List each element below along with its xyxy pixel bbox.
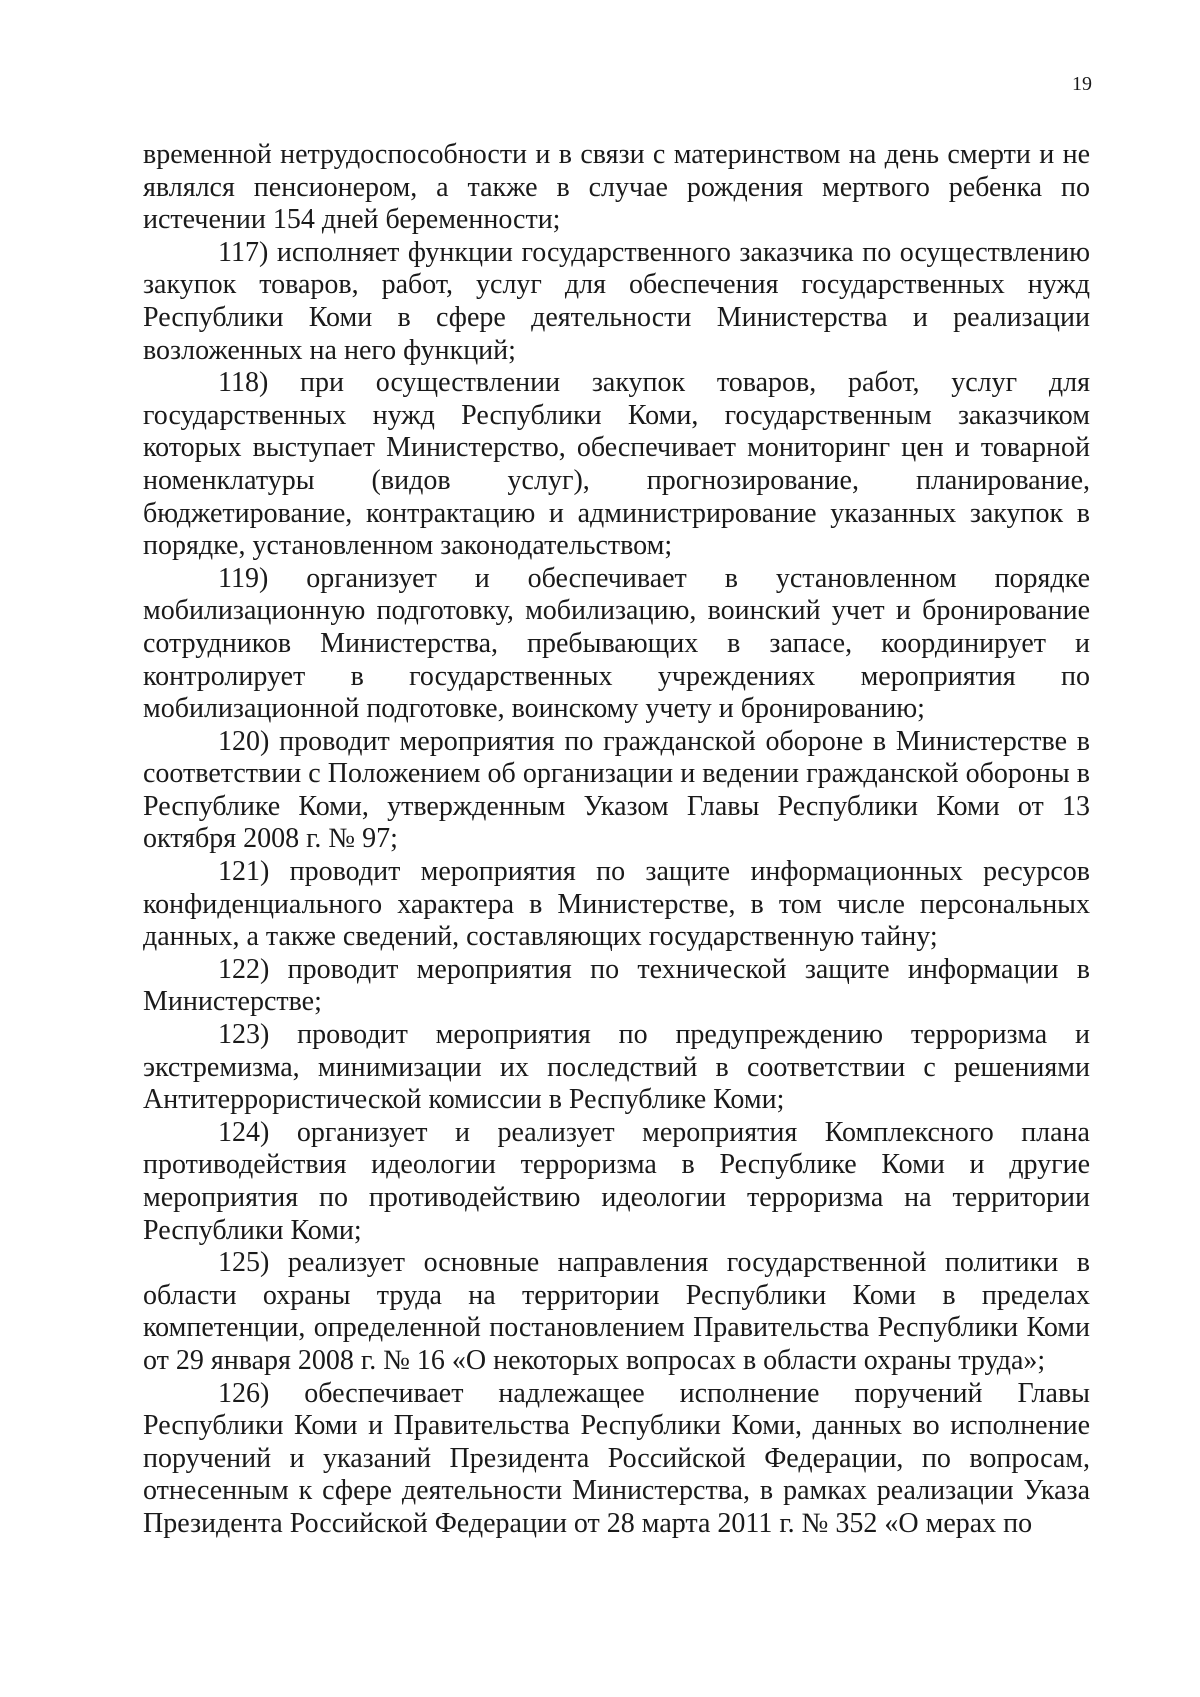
document-body bbox=[143, 139, 1090, 1541]
page-number: 19 bbox=[1072, 73, 1092, 95]
paragraph-117: 117) исполняет функции государственного заказчика по осуществлению закупок товаров, работ, услуг для обеспечения государственных нужд Республики Коми в сфере деятельности Министерства и реализации возложенных на него функций; bbox=[143, 236, 1090, 366]
paragraph-120: 120) проводит мероприятия по гражданской обороне в Министерстве в соответствии с Положением об организации и ведении гражданской обороны в Республике Коми, утвержденным Указом Главы Республики Коми от 13 октября 2008 г. № 97; bbox=[143, 725, 1090, 855]
paragraph-122: 122) проводит мероприятия по технической защите информации в Министерстве; bbox=[143, 953, 1090, 1018]
paragraph-125: 125) реализует основные направления государственной политики в области охраны труда на территории Республики Коми в пределах компетенции, определенной постановлением Правительства Республики Коми от 29 января 2008 г. № 16 «О некоторых вопросах в области охраны труда»; bbox=[143, 1247, 1090, 1376]
paragraph-123: 123) проводит мероприятия по предупреждению терроризма и экстремизма, минимизации их последствий в соответствии с решениями Антитеррористической комиссии в Республике Коми; bbox=[143, 1019, 1090, 1116]
paragraph-121: 121) проводит мероприятия по защите информационных ресурсов конфиденциального характера в Министерстве, в том числе персональных данных, а также сведений, составляющих государственную тайну; bbox=[143, 856, 1090, 953]
paragraph: временной нетрудоспособности и в связи с материнством на день смерти и не являлся пенсионером, а также в случае рождения мертвого ребенка по истечении 154 дней беременности; bbox=[143, 139, 1090, 236]
paragraph-119: 119) организует и обеспечивает в установленном порядке мобилизационную подготовку, мобилизацию, воинский учет и бронирование сотрудников Министерства, пребывающих в запасе, координирует и контролирует в государственных учреждениях мероприятия по мобилизационной подготовке, воинскому учету и бронированию; bbox=[143, 562, 1090, 725]
paragraph-124: 124) организует и реализует мероприятия Комплексного плана противодействия идеологии терроризма в Республике Коми и другие мероприятия по противодействию идеологии терроризма на территории Республики Коми; bbox=[143, 1116, 1090, 1246]
paragraph-118: 118) при осуществлении закупок товаров, работ, услуг для государственных нужд Республики Коми, государственным заказчиком которых выступает Министерство, обеспечивает мониторинг цен и товарной номенклатуры (видов услуг), прогнозирование, планирование, бюджетирование, контрактацию и администрирование указанных закупок в порядке, установленном законодательством; bbox=[143, 367, 1090, 562]
paragraph-126: 126) обеспечивает надлежащее исполнение поручений Главы Республики Коми и Правительства Республики Коми, данных во исполнение поручений и указаний Президента Российской Федерации, по вопросам, отнесенным к сфере деятельности Министерства, в рамках реализации Указа Президента Российской Федерации от 28 марта 2011 г. № 352 «О мерах по bbox=[143, 1377, 1090, 1539]
